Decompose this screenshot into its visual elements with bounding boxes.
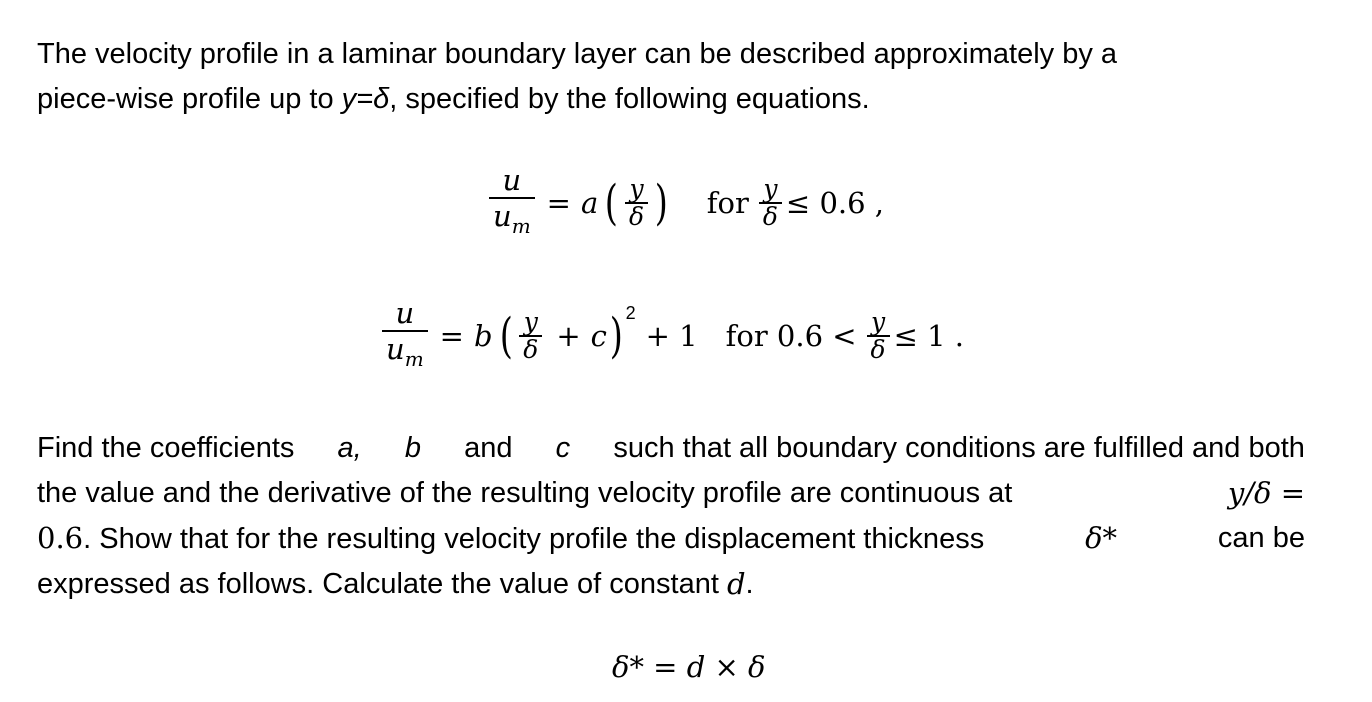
eq2-exponent: 2: [625, 303, 636, 324]
question-paragraph: [37, 426, 1337, 607]
intro-line-1: The velocity profile in a laminar boundary layer can be described approximately by a: [37, 38, 1118, 70]
eq2-condition-fraction: $\frac{y}{\delta}$: [867, 309, 890, 363]
eq1-condition-fraction: $\frac{y}{\delta}$: [759, 176, 782, 230]
question-line-1: Find the coefficients a, b and c such that all boundary conditions are fulfilled and both: [37, 432, 1305, 464]
intro-paragraph: [37, 32, 1337, 122]
equation-3: δ* = d × δ: [612, 650, 766, 684]
eq2-inner-fraction: $\frac{y}{\delta}$: [519, 309, 542, 363]
eq2-lhs-fraction: $\frac{u}{u_m}$: [382, 296, 428, 376]
intro-math-y-delta: y=δ: [341, 83, 390, 115]
question-math-y-over-delta: y/δ =: [1227, 476, 1305, 510]
eq1-lhs-fraction: $\frac{u}{u_m}$: [489, 163, 535, 243]
equation-2: $\frac{u}{u_m}$ = b ( $\frac{y}{\delta}$ + c ) $^2$ + 1 for 0.6 < $\frac{y}{\delta}$ ≤ 1 .: [378, 296, 964, 376]
question-line-4: expressed as follows. Calculate the value of constant d .: [37, 567, 754, 601]
equation-1: $\frac{u}{u_m}$ = a ( $\frac{y}{\delta}$ ) for $\frac{y}{\delta}$ ≤ 0.6 ,: [485, 163, 884, 243]
question-line-3: 0.6. Show that for the resulting velocity profile the displacement thickness δ* can be: [37, 516, 1305, 562]
question-line-2: the value and the derivative of the resulting velocity profile are continuous at y/δ =: [37, 471, 1305, 516]
question-math-delta-star: δ*: [1085, 521, 1118, 555]
intro-line-2: piece-wise profile up to y=δ, specified by the following equations.: [37, 83, 870, 115]
eq1-inner-fraction: $\frac{y}{\delta}$: [625, 176, 648, 230]
